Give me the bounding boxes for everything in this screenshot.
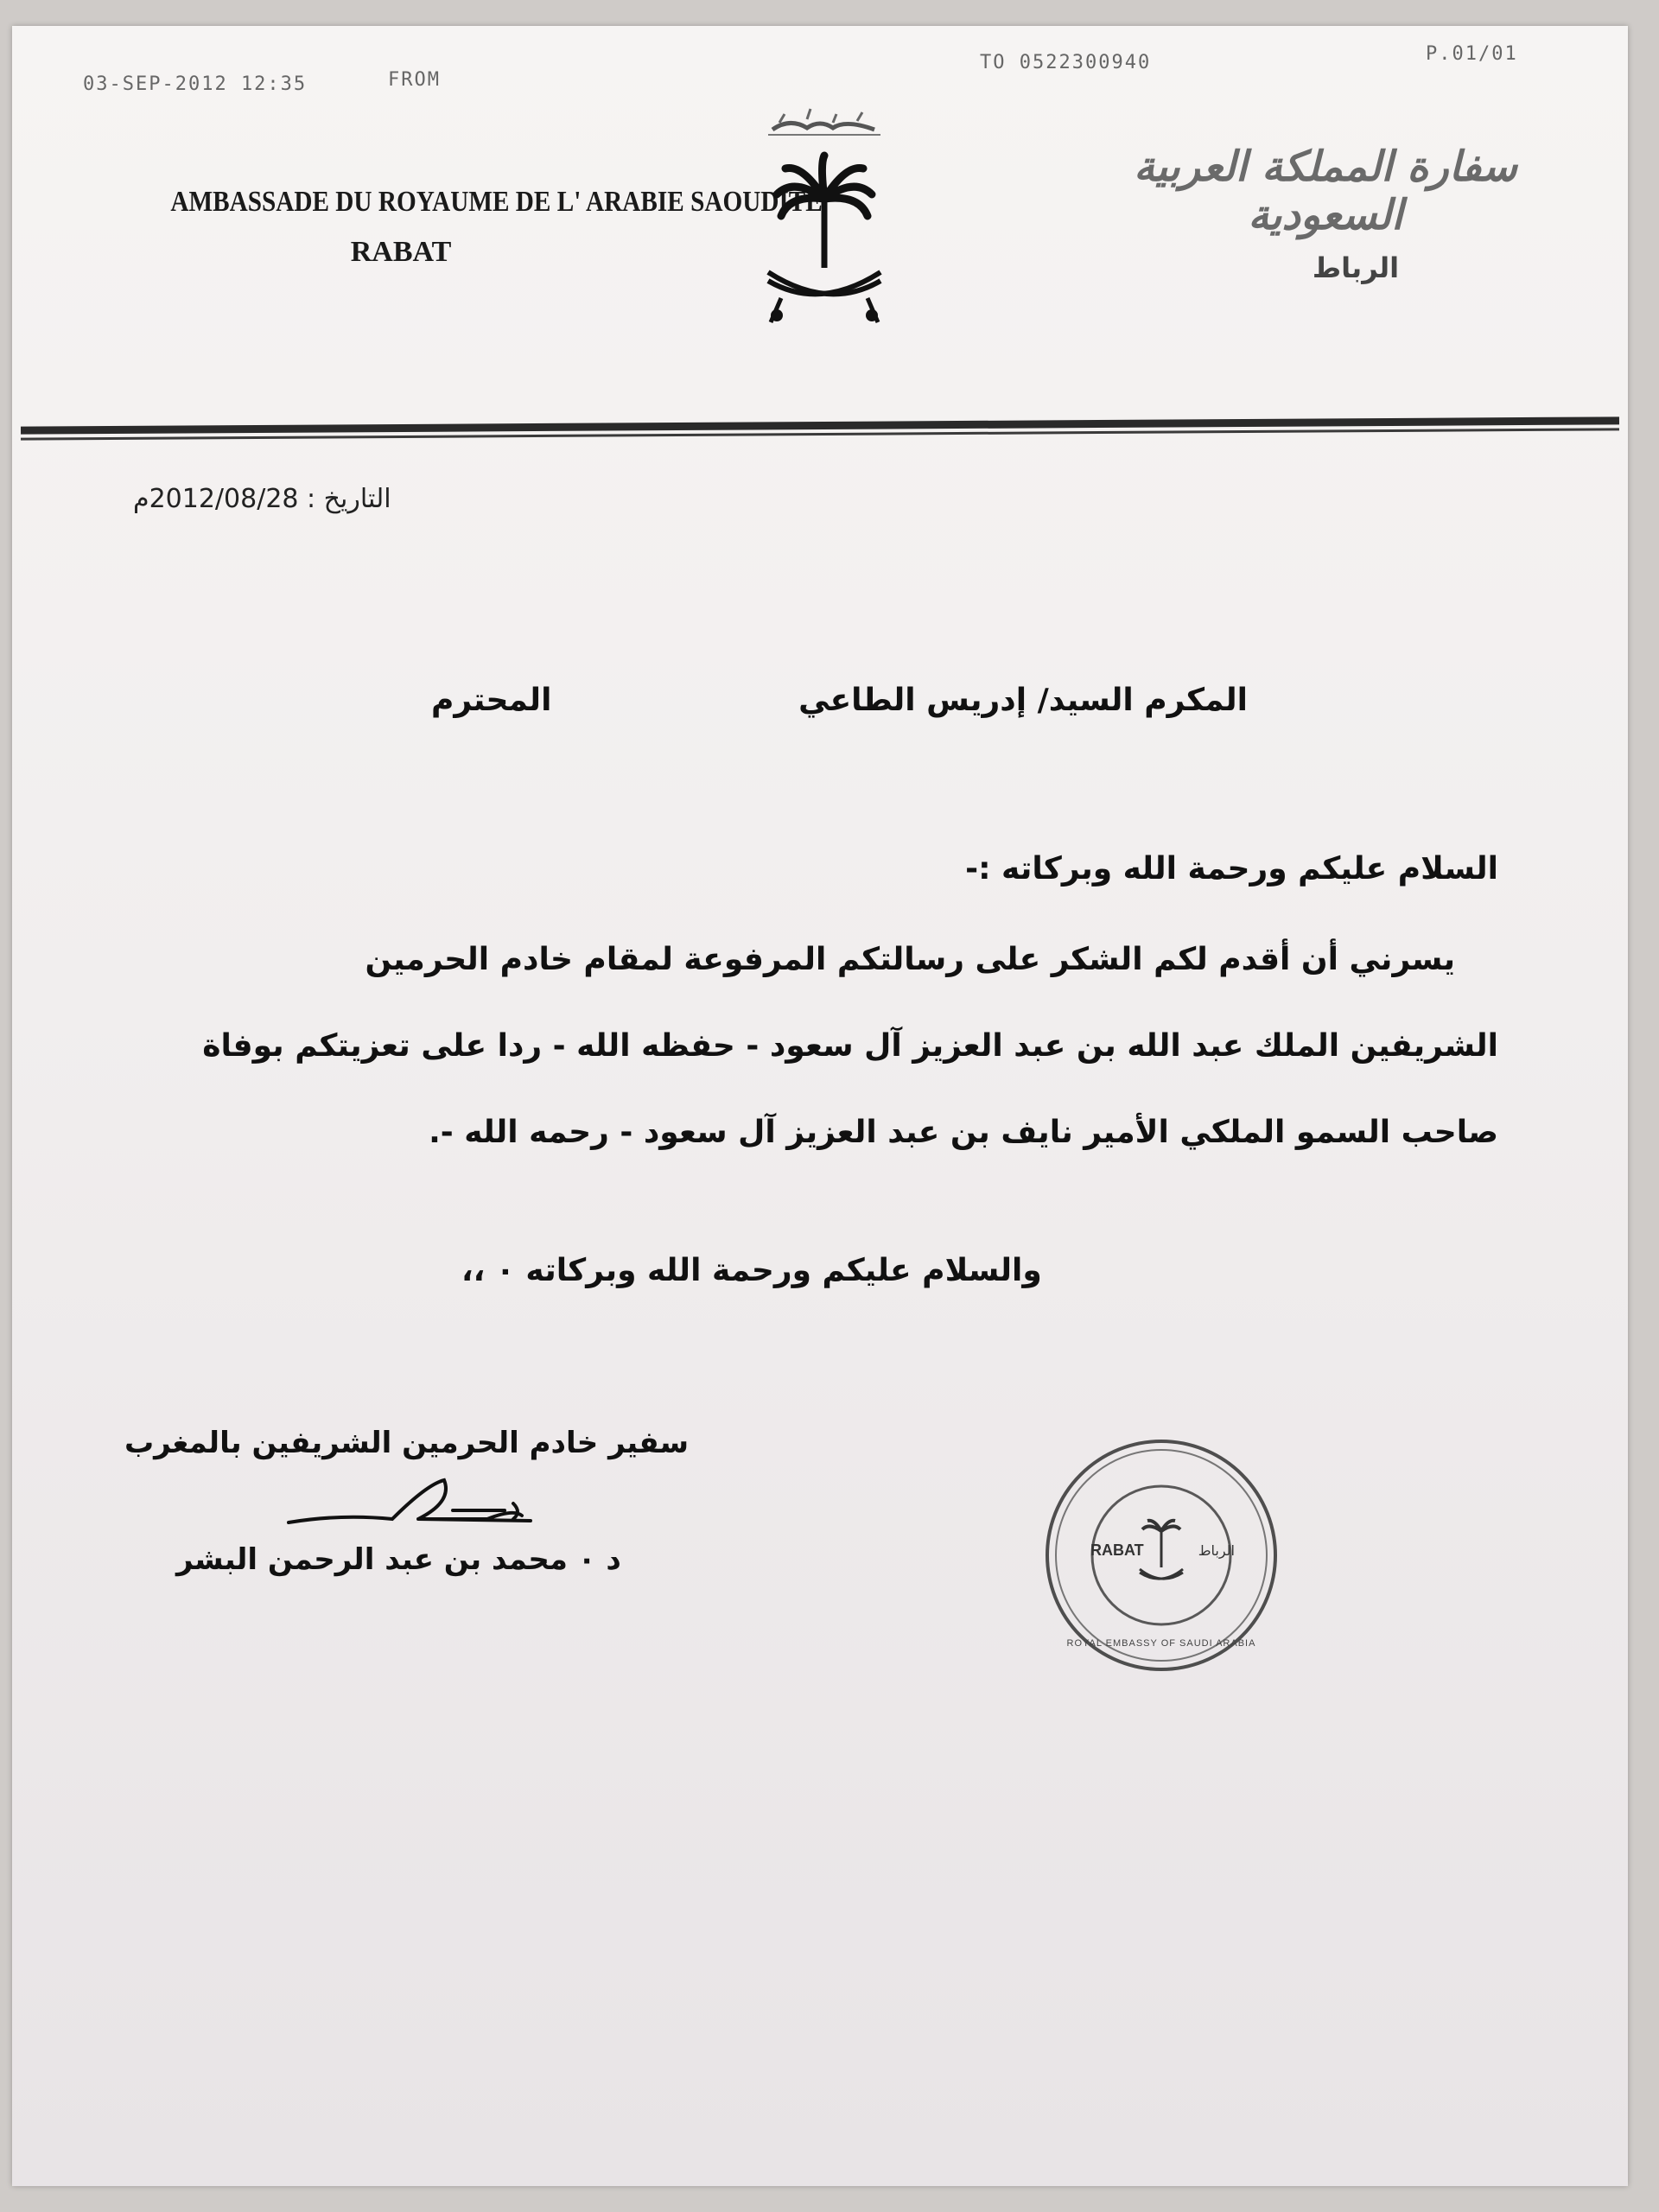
seal-bottom-text: ROYAL EMBASSY OF SAUDI ARABIA [1066,1638,1256,1649]
closing-salutation: والسلام عليكم ورحمة الله وبركاته ٠ ،، [461,1253,1042,1288]
saudi-emblem-icon [755,104,893,337]
shahada-calligraphy-icon [768,109,880,135]
letterhead-arabic-line2: الرباط [1312,251,1400,284]
letterhead-french-line2: RABAT [350,236,452,268]
palm-tree-icon [777,156,872,268]
fax-from-label: FROM [388,69,441,91]
letterhead-arabic-line1: سفارة المملكة العربية السعودية [1134,143,1517,239]
letterhead-french [133,177,823,277]
body-line-3: صاحب السمو الملكي الأمير نايف بن عبد العزيز آل سعود - رحمه الله -. [429,1115,1498,1150]
seal-emblem-icon [1140,1521,1183,1579]
addressee-name: المكرم السيد/ إدريس الطاعي [798,683,1248,718]
addressee-honorific: المحترم [431,683,552,718]
crossed-swords-icon [768,272,880,322]
seal-left-text: RABAT [1090,1541,1144,1559]
letter-page [12,26,1628,2186]
letter-date: التاريخ : 2012/08/28م [133,484,391,514]
seal-right-text: الرباط [1198,1542,1235,1559]
fax-page-count: P.01/01 [1426,43,1518,65]
signatory-name: د ٠ محمد بن عبد الرحمن البشر [176,1542,621,1577]
body-line-2: الشريفين الملك عبد الله بن عبد العزيز آل سعود - حفظه الله - ردا على تعزيتكم بوفاة [202,1028,1498,1064]
signatory-title: سفير خادم الحرمين الشريفين بالمغرب [124,1426,690,1460]
greeting: السلام عليكم ورحمة الله وبركاته :- [965,851,1498,887]
body-line-1: يسرني أن أقدم لكم الشكر على رسالتكم المرفوعة لمقام خادم الحرمين [365,942,1455,977]
letterhead-french-line1: AMBASSADE DU ROYAUME DE L' ARABIE SAOUDITE [170,186,823,218]
letterhead-arabic [1092,143,1559,284]
handwritten-signature [280,1469,556,1538]
fax-to-number: TO 0522300940 [980,52,1152,73]
fax-datetime: 03-SEP-2012 12:35 [83,73,308,95]
embassy-seal-stamp [1040,1434,1282,1676]
